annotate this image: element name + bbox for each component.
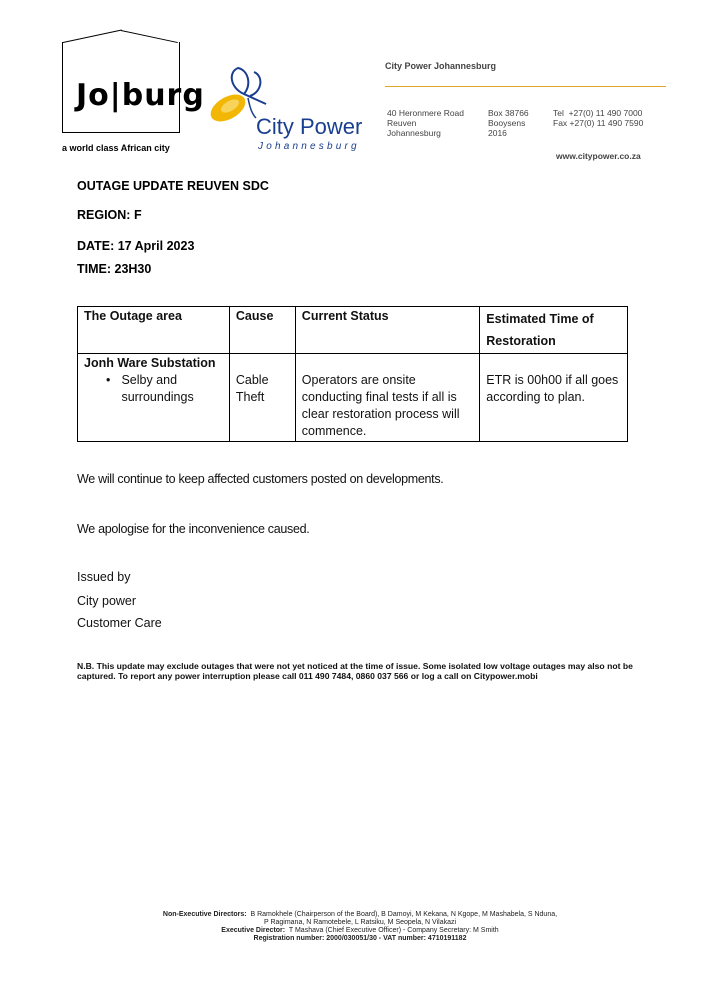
citypower-logo-sub: Johannesburg [258,141,360,152]
date-heading: DATE: 17 April 2023 [77,239,195,253]
status-text: Operators are onsite conducting final tests if all is clear restoration process will commence. [301,373,460,438]
header-divider [385,86,666,87]
company-address: 40 Heronmere Road Reuven Johannesburg [387,108,465,138]
area-list-item [84,372,223,406]
ned-label: Non-Executive Directors: [162,911,247,918]
substation-name: Jonh Ware Substation [84,356,216,370]
company-website: www.citypower.co.za [556,151,641,161]
bullet-icon: • [106,373,111,387]
citypower-logo-name: City Power [256,114,363,139]
footer-ned-line [100,911,620,919]
etr-text: ETR is 00h00 if all goes according to plan. [486,373,619,404]
company-postal: Box 38766 Booysens 2016 [488,108,529,138]
footer [100,911,620,943]
document-title: OUTAGE UPDATE REUVEN SDC [77,179,269,193]
header-etr: Estimated Time of Restoration [480,307,628,354]
footer-exec-line [100,927,620,935]
outage-table [77,306,628,442]
header-outage-area: The Outage area [78,307,230,354]
registration-line: Registration number: 2000/030051/30 - VAT number: 4710191182 [253,935,467,942]
cell-outage-area [78,354,230,442]
issued-by-label: Issued by [77,570,131,584]
joburg-logo-word: Jo|burg [76,78,205,113]
cause-text: Cable Theft [235,373,269,404]
company-contact: Tel +27(0) 11 490 7000 Fax +27(0) 11 490 7590 [553,108,644,128]
ned-names-2: P Ragimana, N Ramotebele, L Ratsiku, M Seopela, N Vilakazi [263,919,457,926]
time-heading: TIME: 23H30 [77,262,152,276]
issuer-dept: Customer Care [77,616,162,630]
joburg-tagline: a world class African city [62,143,170,153]
nb-notice: N.B. This update may exclude outages that were not yet noticed at the time of issue. Some isolated low voltage outages may also not be captured. To report any power interruption please call 011 490 7484, 0860 037 566 or log a call on Citypower.mobi [77,661,633,681]
region-heading: REGION: F [77,208,142,222]
header-current-status: Current Status [295,307,479,354]
cell-etr [480,354,628,442]
company-title: City Power Johannesburg [385,61,497,71]
cell-cause [229,354,295,442]
table-header-row [78,307,628,354]
header-cause: Cause [229,307,295,354]
continue-paragraph: We will continue to keep affected customers posted on developments. [77,472,444,486]
table-row [78,354,628,442]
exec-names: T Mashava (Chief Executive Officer) - Company Secretary: M Smith [288,927,499,934]
apology-paragraph: We apologise for the inconvenience caused. [77,522,310,536]
exec-label: Executive Director: [221,927,286,934]
cell-status [295,354,479,442]
issuer-org: City power [77,594,137,608]
area-name: Selby and surroundings [121,373,194,404]
ned-names-1: B Ramokhele (Chairperson of the Board), B Damoyi, M Kekana, N Kgope, M Mashabela, S Nduna, [250,911,558,918]
